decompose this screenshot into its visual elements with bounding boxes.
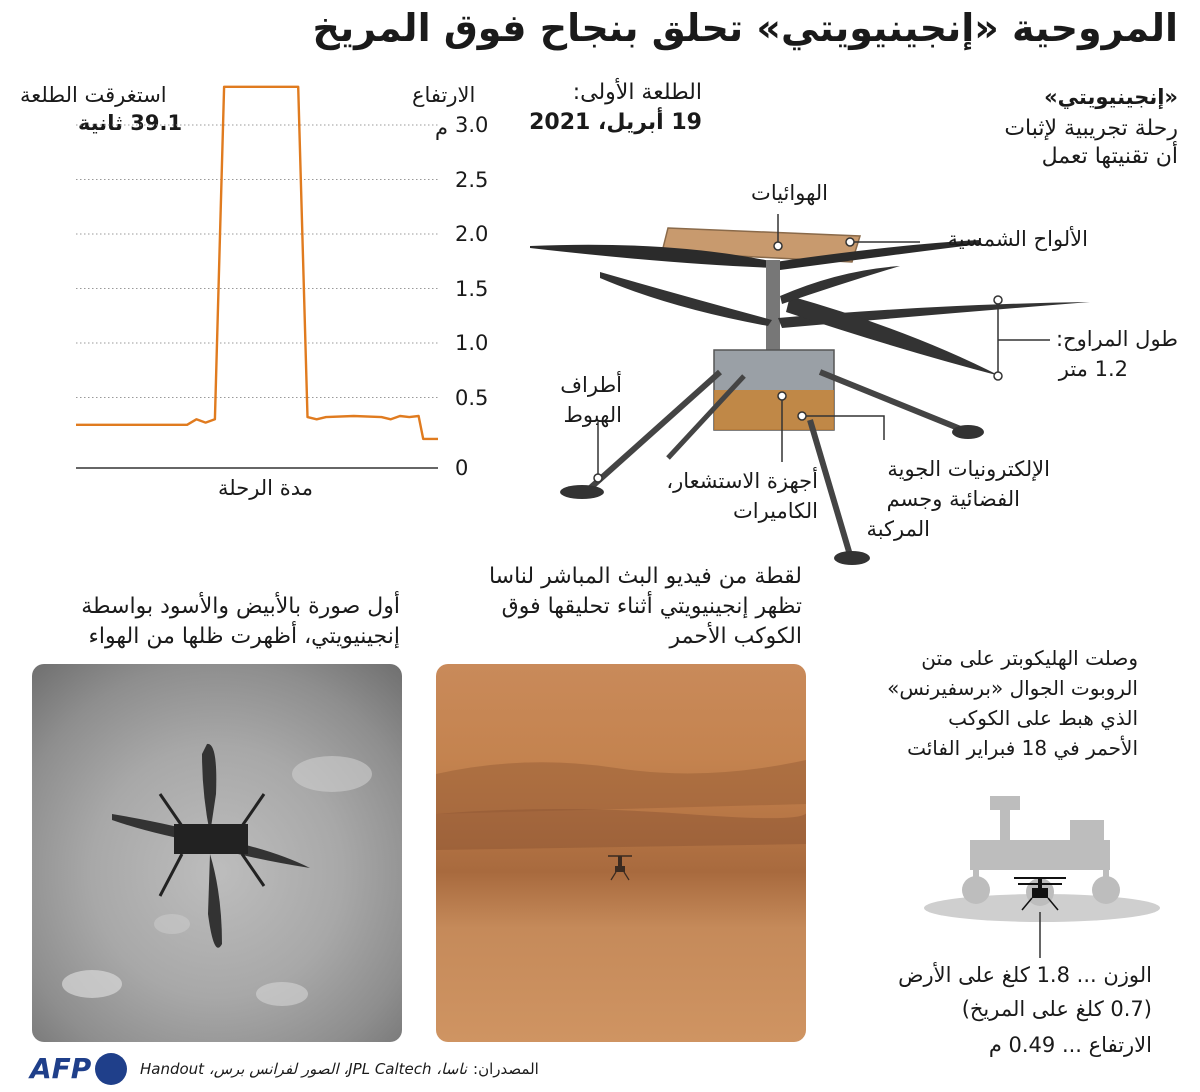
shadow-photo	[32, 664, 402, 1042]
y-tick-label: 1.5	[455, 276, 489, 301]
mars-photo	[436, 664, 806, 1042]
rover-text-2: الروبوت الجوال «برسفيرنس»	[887, 676, 1138, 700]
y-tick-label: 2.0	[455, 222, 489, 246]
label-antennas: الهوائيات	[751, 181, 828, 205]
afp-logo-dot	[95, 1053, 127, 1085]
afp-logo	[30, 1052, 127, 1085]
label-rotor-length: طول المراوح:	[1055, 327, 1178, 351]
intro-desc-1: رحلة تجريبية لإثبات	[1004, 116, 1178, 141]
spec-weight: الوزن ... 1.8 كلغ على الأرض	[898, 963, 1152, 987]
leg-back-right	[820, 372, 968, 432]
rotor-mast	[766, 260, 780, 358]
sources-label: المصدران:	[473, 1060, 539, 1078]
intro-name: «إنجينيويتي»	[1044, 85, 1178, 109]
sources-line	[140, 1060, 539, 1078]
intro-desc-2: أن تقنيتها تعمل	[1041, 144, 1178, 169]
label-sensors-2: الكاميرات	[732, 499, 818, 523]
rover-text-3: الذي هبط على الكوكب	[948, 706, 1138, 730]
foot-3	[834, 551, 870, 565]
x-axis-title: مدة الرحلة	[218, 476, 313, 500]
label-sensors-1: أجهزة الاستشعار،	[666, 469, 818, 493]
y-axis-title: الارتفاع	[412, 83, 476, 107]
y-tick-label: 3.0	[455, 113, 489, 137]
rover-illustration	[920, 780, 1160, 960]
y-tick-label: 2.5	[455, 167, 489, 192]
first-flight-label: الطلعة الأولى:	[572, 80, 702, 105]
y-tick-label: 0	[455, 456, 469, 480]
shadow-body	[174, 824, 248, 854]
rover-text-1: وصلت الهليكوبتر على متن	[921, 646, 1138, 670]
photo-left-caption-2: إنجينيويتي، أظهرت ظلها من الهواء	[88, 624, 400, 649]
shadow-drawing	[32, 664, 402, 1042]
sources-text: ناسا، JPL Caltech، الصور لفرانس برس، Handout	[140, 1060, 468, 1078]
rover-text-4: الأحمر في 18 فبراير الفائت	[907, 736, 1138, 760]
spec-height: الارتفاع ... 0.49 م	[988, 1033, 1152, 1057]
afp-logo-text: AFP	[30, 1052, 92, 1085]
y-tick-label: 1.0	[455, 331, 489, 355]
shadow-blade-top	[202, 744, 216, 834]
rover-body	[970, 840, 1110, 870]
altitude-series-line	[76, 87, 438, 439]
label-avionics-1: الإلكترونيات الجوية	[887, 457, 1050, 481]
first-flight-date: 19 أبريل، 2021	[529, 110, 702, 135]
lower-rotor-front	[780, 266, 900, 304]
mars-drawing	[436, 664, 806, 1042]
label-legs-1: أطراف	[560, 373, 622, 397]
label-avionics-3: المركبة	[866, 517, 930, 541]
spec-weight-mars: (0.7 كلغ على المريخ)	[961, 997, 1152, 1021]
y-tick-label: 0.5	[455, 385, 489, 410]
fuselage-foil	[714, 390, 834, 430]
page-title: المروحية «إنجينيويتي» تحلق بنجاح فوق المريخ	[312, 6, 1178, 50]
label-rotor-length-value: 1.2 متر	[1058, 357, 1128, 381]
label-legs-2: الهبوط	[563, 403, 622, 427]
label-solar-panels: الألواح الشمسية	[947, 227, 1088, 251]
shadow-blade-bottom	[208, 854, 222, 948]
photo-mid-caption-3: الكوكب الأحمر	[669, 624, 802, 649]
helicopter-in-flight	[608, 856, 632, 880]
lower-rotor-left	[600, 272, 772, 326]
label-avionics-2: الفضائية وجسم	[886, 487, 1020, 511]
altitude-chart	[0, 70, 520, 510]
photo-left-caption-1: أول صورة بالأبيض والأسود بواسطة	[81, 594, 400, 619]
y-unit: م	[435, 116, 449, 140]
duration-label: استغرقت الطلعة	[20, 83, 167, 107]
photo-mid-caption-2: تظهر إنجينيويتي أثناء تحليقها فوق	[501, 594, 802, 619]
duration-value: 39.1 ثانية	[78, 111, 183, 135]
foot-1	[560, 485, 604, 499]
photo-mid-caption-1: لقطة من فيديو البث المباشر لناسا	[488, 564, 802, 589]
foot-2	[952, 425, 984, 439]
